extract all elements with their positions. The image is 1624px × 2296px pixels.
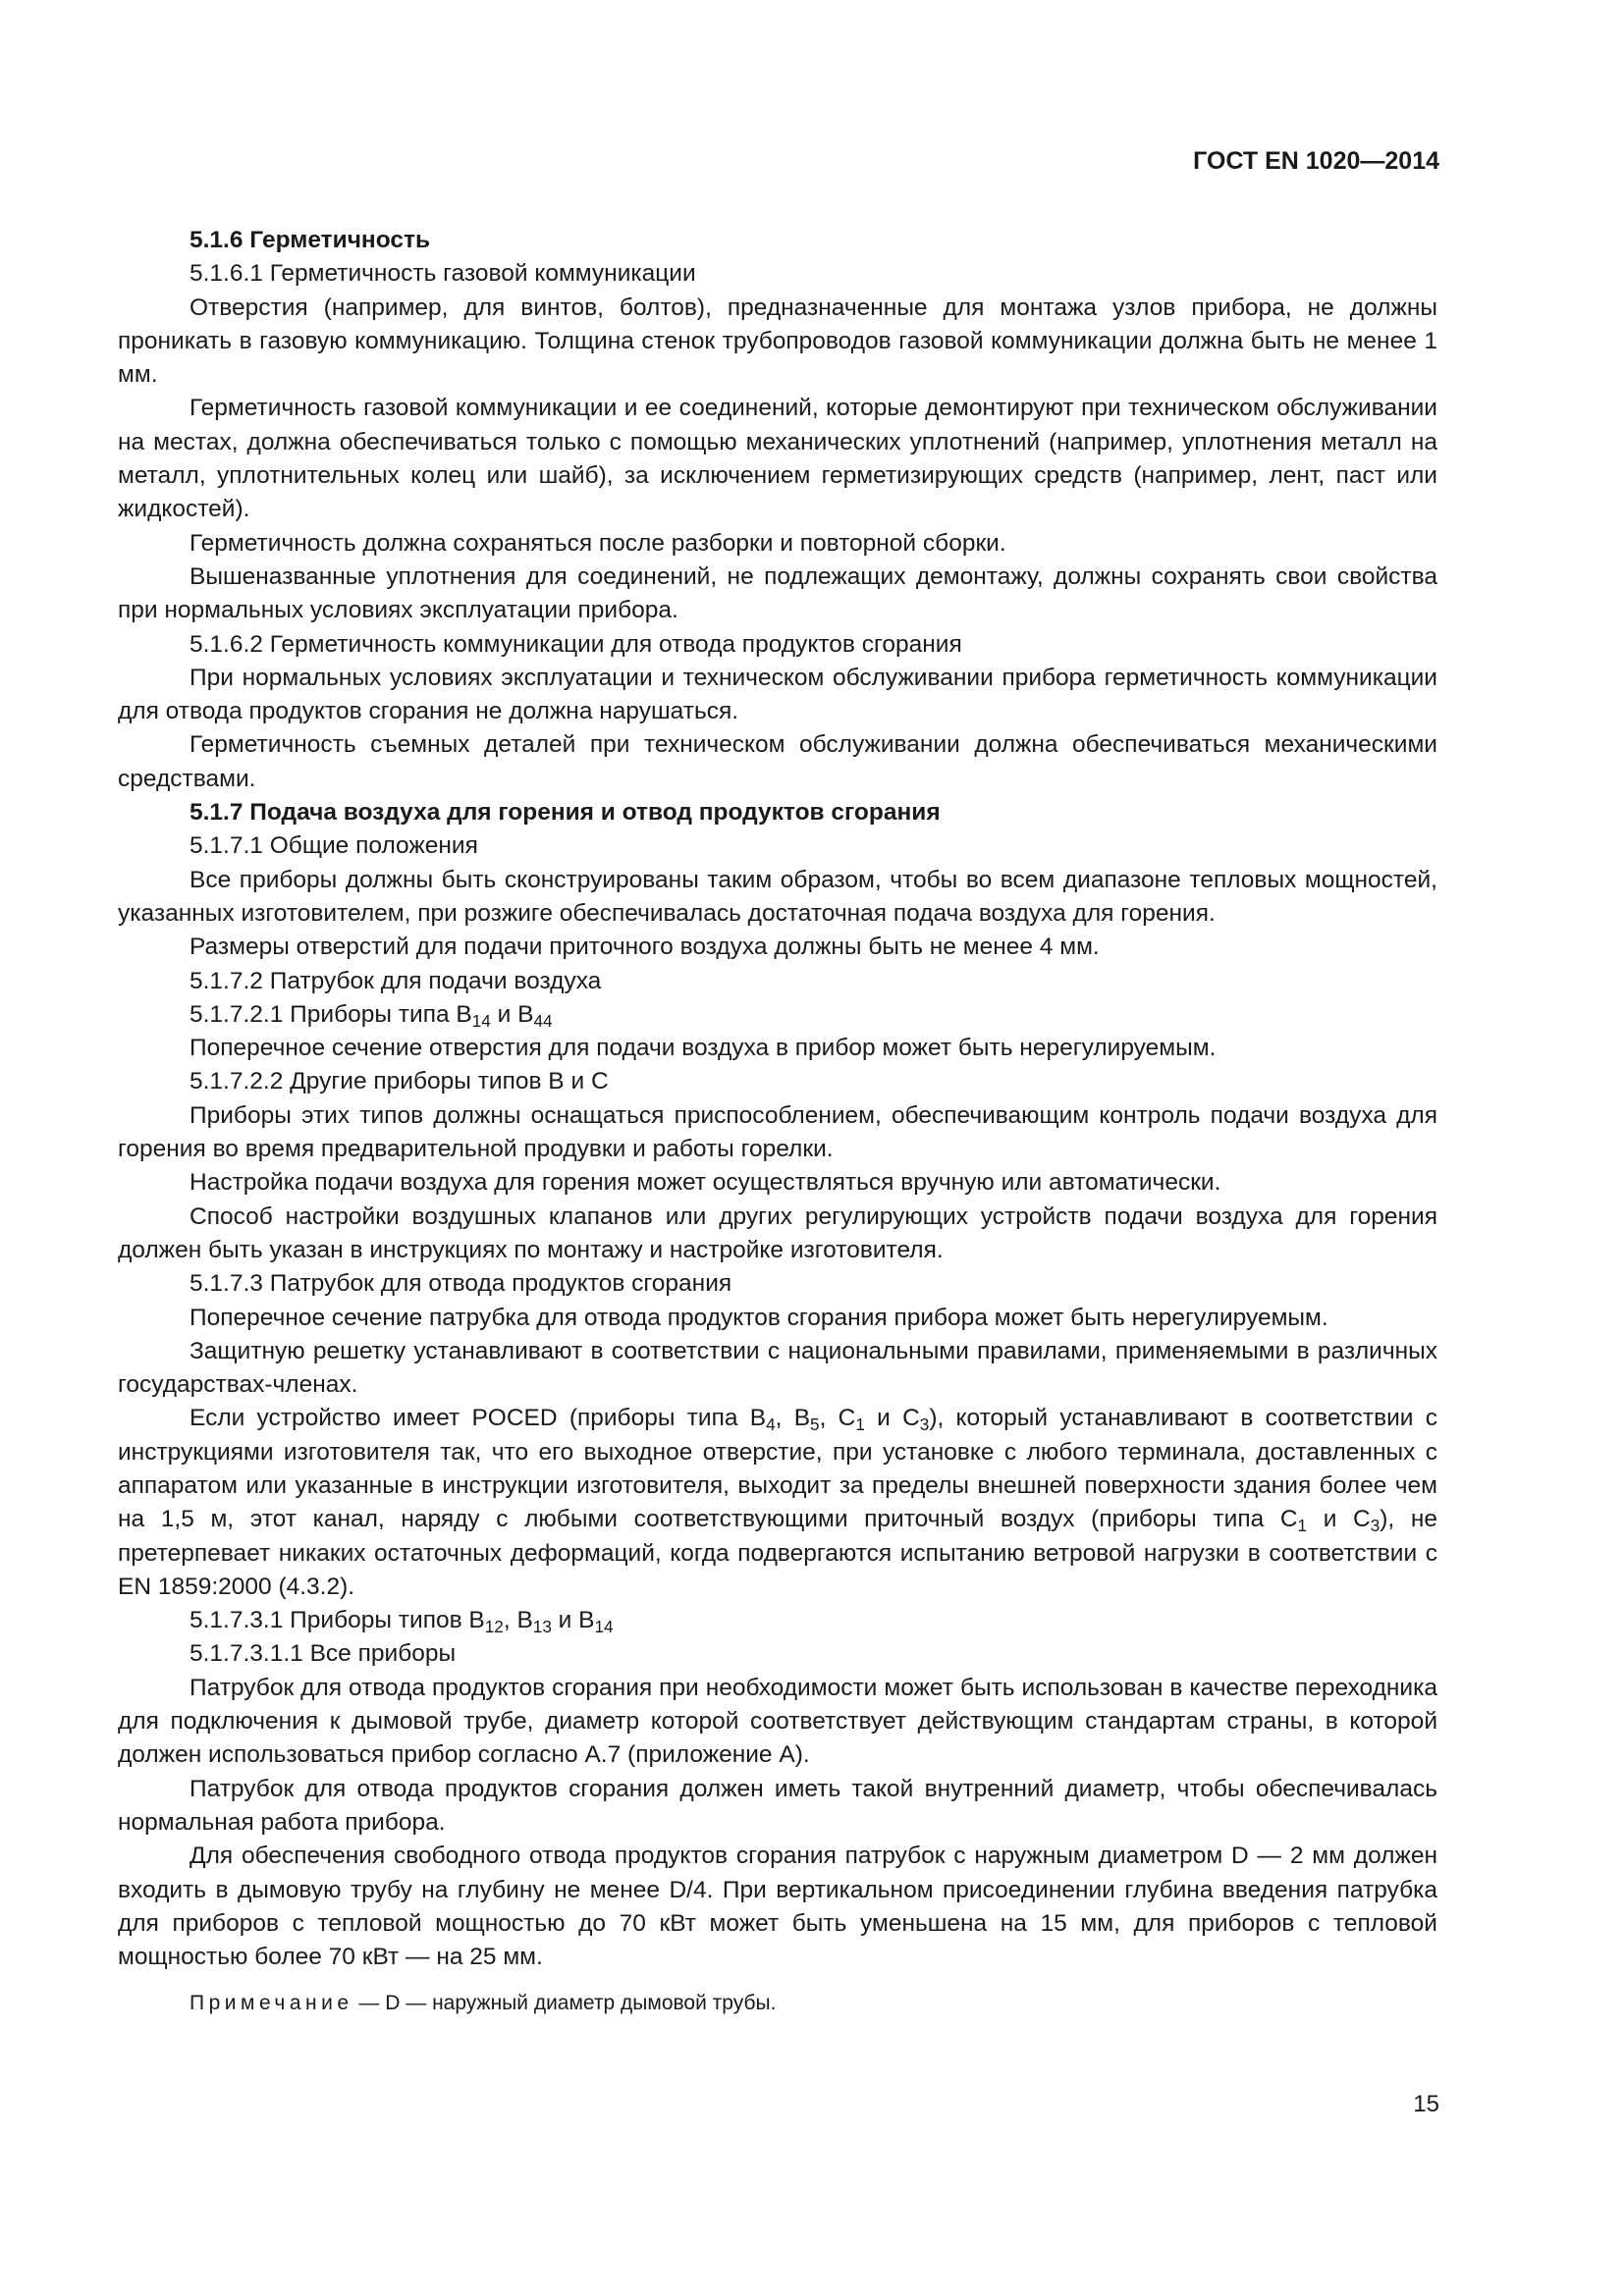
subsection-heading: 5.1.6.2 Герметичность коммуникации для отвода продуктов сгорания — [189, 630, 962, 658]
paragraph — [118, 1402, 1437, 1604]
subscript: 14 — [594, 1616, 614, 1636]
paragraph: Герметичность съемных деталей при техническом обслуживании должна обеспечиваться механическими средствами. — [118, 731, 1437, 792]
text-run: , B — [775, 1405, 811, 1432]
text-run: , B — [503, 1607, 533, 1634]
subsection-heading: 5.1.6.1 Герметичность газовой коммуникации — [189, 260, 696, 288]
paragraph: Способ настройки воздушных клапанов или других регулирующих устройств подачи воздуха для горения должен быть указан в инструкциях по монтажу и настройке изготовителя. — [118, 1202, 1437, 1263]
subscript: 3 — [919, 1415, 930, 1435]
subscript: 13 — [532, 1616, 552, 1636]
paragraph: Патрубок для отвода продуктов сгорания должен иметь такой внутренний диаметр, чтобы обеспечивалась нормальная работа прибора. — [118, 1775, 1437, 1836]
subscript: 5 — [810, 1415, 820, 1435]
text-run: и B — [551, 1607, 595, 1634]
text-run: Если устройство имеет POCED (приборы типа B — [189, 1405, 767, 1432]
paragraph: Защитную решетку устанавливают в соответствии с национальными правилами, применяемыми в различных государствах-членах. — [118, 1337, 1437, 1399]
subsection-heading: 5.1.7.3.1.1 Все приборы — [189, 1640, 457, 1668]
subsection-heading: 5.1.7.1 Общие положения — [189, 832, 478, 860]
text-run: и C — [864, 1405, 920, 1432]
subscript: 12 — [484, 1616, 504, 1636]
subsection-heading — [118, 998, 1437, 1032]
text-run: 5.1.7.2.1 Приборы типа B — [189, 1000, 472, 1028]
note-label: Примечание — [189, 1992, 353, 2015]
paragraph: Герметичность должна сохраняться после разборки и повторной сборки. — [189, 529, 1006, 557]
paragraph: Приборы этих типов должны оснащаться приспособлением, обеспечивающим контроль подачи воздуха для горения во время предварительной продувки и работы горелки. — [118, 1101, 1437, 1163]
paragraph: Патрубок для отвода продуктов сгорания при необходимости может быть использован в качестве переходника для подключения к дымовой трубе, диаметр которой соответствует действующим стандартам страны, в которой должен использоваться прибор согласно А.7 (приложение А). — [118, 1674, 1437, 1769]
paragraph: Для обеспечения свободного отвода продуктов сгорания патрубок с наружным диаметром D — 2 мм должен входить в дымовую трубу на глубину не менее D/4. При вертикальном присоединении глубина введения патрубка для приборов с тепловой мощностью до 70 кВт может быть уменьшена на 15 мм, для приборов с тепловой мощностью более 70 кВт — на 25 мм. — [118, 1842, 1437, 1971]
text-run: , C — [819, 1405, 856, 1432]
subscript: 14 — [471, 1010, 491, 1031]
paragraph: При нормальных условиях эксплуатации и техническом обслуживании прибора герметичность коммуникации для отвода продуктов сгорания не должна нарушаться. — [118, 664, 1437, 725]
paragraph: Размеры отверстий для подачи приточного воздуха должны быть не менее 4 мм. — [189, 934, 1100, 961]
paragraph: Отверстия (например, для винтов, болтов), предназначенные для монтажа узлов прибора, не должны проникать в газовую коммуникацию. Толщина стенок трубопроводов газовой коммуникации должна быть не менее 1 мм. — [118, 294, 1437, 389]
paragraph: Вышеназванные уплотнения для соединений, не подлежащих демонтажу, должны сохранять свои свойства при нормальных условиях эксплуатации прибора. — [118, 562, 1437, 624]
subscript: 44 — [533, 1010, 553, 1031]
paragraph: Поперечное сечение патрубка для отвода продуктов сгорания прибора может быть нерегулируемым. — [189, 1304, 1328, 1331]
paragraph: Герметичность газовой коммуникации и ее соединений, которые демонтируют при техническом обслуживании на местах, должна обеспечиваться только с помощью механических уплотнений (например, уплотнения металл на металл, уплотнительных колец или шайб), за исключением герметизирующих средств (например, лент, паст или жидкостей). — [118, 395, 1437, 523]
text-run: 5.1.7.3.1 Приборы типов B — [189, 1607, 485, 1634]
subsection-heading: 5.1.7.3 Патрубок для отвода продуктов сгорания — [189, 1270, 732, 1298]
document-body — [118, 224, 1437, 2020]
subscript: 1 — [1297, 1516, 1308, 1536]
subscript: 1 — [855, 1415, 865, 1435]
subsection-heading: 5.1.7.2.2 Другие приборы типов B и C — [189, 1068, 609, 1095]
text-run: ), который устанавливают в соответствии с инструкциями изготовителя так, что его выходное отверстие, при установке с любого терминала, доставленных с аппаратом или указанные в инструкции изготовителя, выходит за пределы внешней поверхности здания более чем на 1,5 м, этот канал, наряду с любыми соответствующими приточный воздух (приборы типа C — [118, 1405, 1437, 1533]
document-header: ГОСТ EN 1020—2014 — [1193, 147, 1439, 175]
paragraph: Все приборы должны быть сконструированы таким образом, чтобы во всем диапазоне тепловых мощностей, указанных изготовителем, при розжиге обеспечивалась достаточная подача воздуха для горения. — [118, 866, 1437, 927]
section-heading: 5.1.6 Герметичность — [189, 227, 431, 253]
subscript: 3 — [1370, 1516, 1380, 1536]
section-heading: 5.1.7 Подача воздуха для горения и отвод продуктов сгорания — [189, 799, 941, 827]
note — [118, 1987, 1437, 2020]
paragraph: Настройка подачи воздуха для горения может осуществляться вручную или автоматически. — [189, 1169, 1221, 1197]
paragraph: Поперечное сечение отверстия для подачи воздуха в прибор может быть нерегулируемым. — [189, 1035, 1217, 1062]
subsection-heading — [118, 1604, 1437, 1637]
note-text: — D — наружный диаметр дымовой трубы. — [352, 1992, 777, 2015]
text-run: и C — [1307, 1506, 1371, 1533]
text-run: и B — [490, 1000, 534, 1028]
subsection-heading: 5.1.7.2 Патрубок для подачи воздуха — [189, 967, 602, 994]
text-run: ), не претерпевает никаких остаточных деформаций, когда подвергаются испытанию ветровой нагрузки в соответствии с EN 1859:2000 (4.3.2). — [118, 1506, 1437, 1600]
subscript: 4 — [766, 1415, 776, 1435]
page-number: 15 — [1413, 2091, 1439, 2117]
